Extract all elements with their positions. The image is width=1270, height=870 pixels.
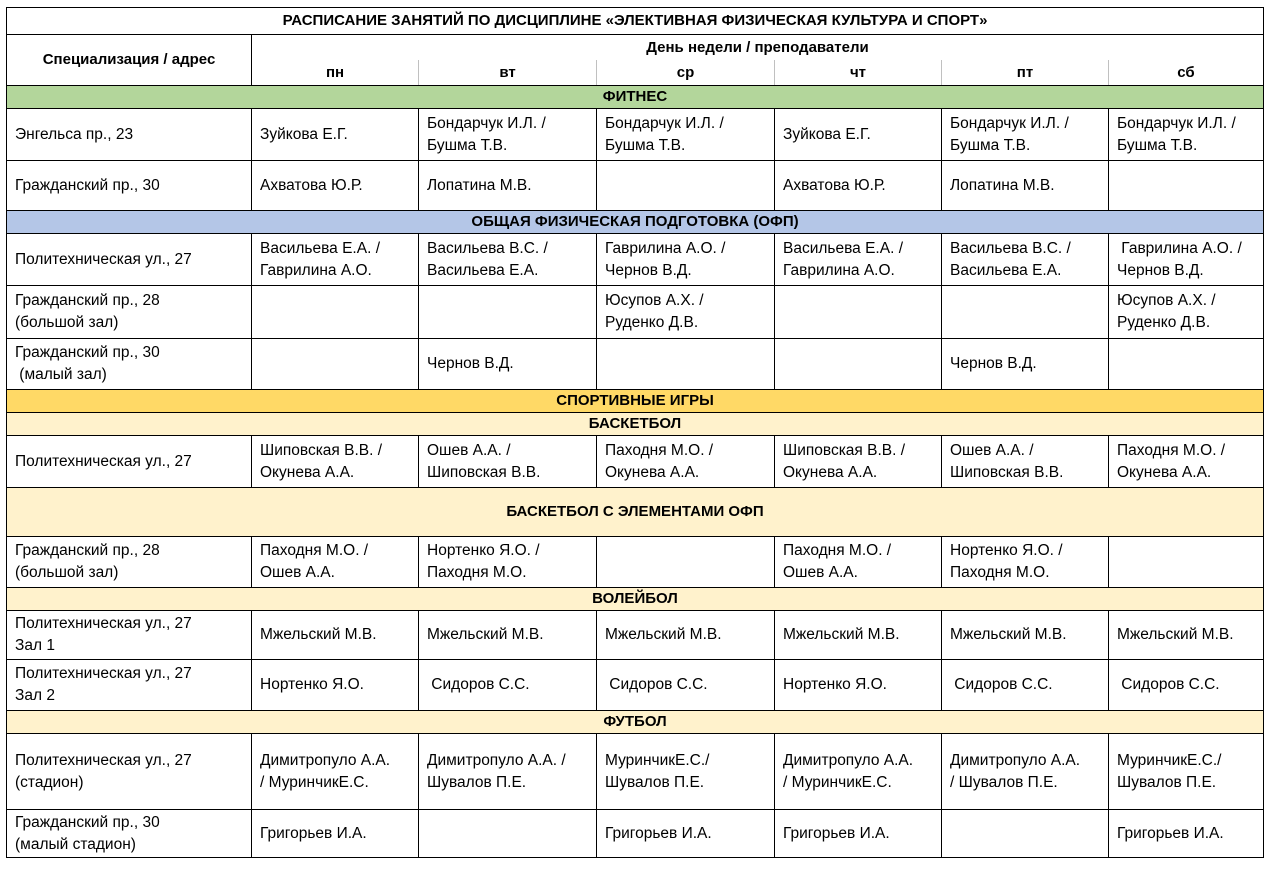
teacher-cell-thu — [775, 286, 942, 339]
teacher-cell-tue — [419, 734, 597, 810]
teacher-line: / МуринчикЕ.С. — [260, 773, 369, 791]
teacher-cell-mon — [252, 611, 419, 660]
teacher-cell-wed — [597, 611, 775, 660]
teacher-line: Руденко Д.В. — [605, 314, 699, 331]
teacher-line: Ошев А.А. — [260, 564, 335, 581]
teacher-cell-mon — [252, 660, 419, 711]
teacher-cell-sat — [1109, 286, 1264, 339]
title-row — [7, 8, 1264, 35]
teacher-line: Зуйкова Е.Г. — [783, 125, 871, 143]
teacher-line: / МуринчикЕ.С. — [783, 773, 892, 791]
teacher-cell-mon — [252, 537, 419, 588]
teacher-line: Зуйкова Е.Г. — [260, 125, 348, 143]
teacher-cell-thu — [775, 234, 942, 286]
teacher-cell-mon — [252, 339, 419, 390]
address-cell — [7, 611, 252, 660]
teacher-line: Ошев А.А. / — [950, 441, 1034, 459]
teacher-cell-thu — [775, 161, 942, 211]
address-line: (большой зал) — [15, 314, 119, 331]
teacher-line: Лопатина М.В. — [950, 176, 1055, 194]
table-row — [7, 810, 1264, 858]
table-row — [7, 734, 1264, 810]
teacher-line: Шувалов П.Е. — [1117, 773, 1217, 791]
teacher-line: Шиповская В.В. / — [260, 441, 383, 459]
header-row-1 — [7, 35, 1264, 61]
teacher-line: Паходня М.О. / — [605, 441, 714, 459]
teacher-line: / Шувалов П.Е. — [950, 773, 1058, 791]
teacher-cell-fri — [942, 734, 1109, 810]
address-cell — [7, 734, 252, 810]
teacher-cell-tue — [419, 611, 597, 660]
teacher-line: Бушма Т.В. — [427, 136, 508, 154]
table-row — [7, 611, 1264, 660]
address-line: Политехническая ул., 27 — [15, 250, 192, 268]
address-line: Гражданский пр., 28 — [15, 292, 160, 309]
teacher-line: Григорьев И.А. — [1117, 824, 1224, 842]
section-header: БАСКЕТБОЛ С ЭЛЕМЕНТАМИ ОФП — [7, 488, 1264, 537]
teacher-cell-wed — [597, 734, 775, 810]
teacher-line: Чернов В.Д. — [950, 355, 1037, 372]
section-header: СПОРТИВНЫЕ ИГРЫ — [7, 390, 1264, 413]
address-line: Энгельса пр., 23 — [15, 125, 134, 143]
address-line: Политехническая ул., 27 — [15, 452, 192, 470]
section-row — [7, 588, 1264, 611]
teacher-line: Мжельский М.В. — [605, 626, 722, 643]
teacher-cell-fri — [942, 537, 1109, 588]
header-day-sat: сб — [1109, 60, 1264, 86]
teacher-line: Васильева В.С. / — [427, 239, 548, 257]
teacher-line: Сидоров С.С. — [950, 676, 1053, 693]
teacher-cell-thu — [775, 339, 942, 390]
teacher-line: Васильева Е.А. / — [783, 239, 903, 257]
teacher-cell-fri — [942, 810, 1109, 858]
address-cell — [7, 339, 252, 390]
teacher-cell-thu — [775, 660, 942, 711]
teacher-line: Шувалов П.Е. — [605, 773, 705, 791]
teacher-line: Мжельский М.В. — [783, 626, 900, 643]
header-spec: Специализация / адрес — [7, 35, 252, 86]
teacher-cell-mon — [252, 436, 419, 488]
teacher-cell-thu — [775, 611, 942, 660]
teacher-line: Руденко Д.В. — [1117, 314, 1211, 331]
teacher-cell-tue — [419, 436, 597, 488]
teacher-line: Мжельский М.В. — [950, 626, 1067, 643]
section-row — [7, 413, 1264, 436]
teacher-line: Димитропуло А.А. / — [427, 751, 566, 769]
teacher-line: Васильева Е.А. — [950, 261, 1062, 279]
teacher-line: Чернов В.Д. — [1117, 261, 1204, 279]
header-day-thu: чт — [775, 60, 942, 86]
teacher-line: Бушма Т.В. — [1117, 136, 1198, 154]
address-cell — [7, 810, 252, 858]
teacher-line: Бондарчук И.Л. / — [605, 114, 724, 132]
address-cell — [7, 537, 252, 588]
teacher-cell-tue — [419, 161, 597, 211]
teacher-line: Бондарчук И.Л. / — [427, 114, 546, 132]
teacher-cell-fri — [942, 286, 1109, 339]
teacher-line: Гаврилина А.О. — [260, 261, 372, 279]
teacher-line: Ахватова Ю.Р. — [260, 176, 363, 194]
teacher-line: Бушма Т.В. — [950, 136, 1031, 154]
teacher-line: Ошев А.А. / — [427, 441, 511, 459]
teacher-line: Шиповская В.В. / — [783, 441, 906, 459]
teacher-line: Паходня М.О. — [427, 564, 527, 581]
teacher-cell-mon — [252, 109, 419, 161]
section-header: ФУТБОЛ — [7, 711, 1264, 734]
teacher-cell-wed — [597, 109, 775, 161]
address-line: Гражданский пр., 30 — [15, 344, 160, 361]
teacher-line: Григорьев И.А. — [260, 824, 367, 842]
teacher-cell-wed — [597, 339, 775, 390]
teacher-cell-thu — [775, 734, 942, 810]
section-row — [7, 488, 1264, 537]
teacher-line: Гаврилина А.О. — [783, 261, 895, 279]
teacher-cell-fri — [942, 660, 1109, 711]
teacher-cell-sat — [1109, 734, 1264, 810]
teacher-line: Васильева В.С. / — [950, 239, 1071, 257]
teacher-cell-mon — [252, 734, 419, 810]
teacher-line: Окунева А.А. — [783, 463, 878, 481]
header-days-title: День недели / преподаватели — [252, 35, 1264, 61]
teacher-line: Васильева Е.А. / — [260, 239, 380, 257]
teacher-line: Гаврилина А.О. / — [1117, 239, 1242, 257]
teacher-line: Димитропуло А.А. — [783, 751, 914, 769]
teacher-line: Нортенко Я.О. — [783, 676, 887, 693]
teacher-cell-mon — [252, 234, 419, 286]
teacher-line: Мжельский М.В. — [260, 626, 377, 643]
table-row — [7, 537, 1264, 588]
teacher-cell-wed — [597, 161, 775, 211]
teacher-cell-mon — [252, 161, 419, 211]
teacher-cell-wed — [597, 436, 775, 488]
teacher-line: Димитропуло А.А. — [260, 751, 391, 769]
teacher-cell-sat — [1109, 234, 1264, 286]
teacher-cell-tue — [419, 810, 597, 858]
teacher-line: Нортенко Я.О. / — [427, 542, 540, 559]
teacher-cell-fri — [942, 436, 1109, 488]
teacher-cell-sat — [1109, 436, 1264, 488]
section-row — [7, 211, 1264, 234]
teacher-cell-fri — [942, 339, 1109, 390]
address-line: (стадион) — [15, 773, 84, 791]
teacher-cell-mon — [252, 810, 419, 858]
address-line: Гражданский пр., 30 — [15, 176, 160, 194]
address-line: (малый стадион) — [15, 835, 136, 853]
teacher-line: Сидоров С.С. — [427, 676, 530, 693]
teacher-cell-fri — [942, 611, 1109, 660]
teacher-line: Юсупов А.Х. / — [605, 292, 704, 309]
section-header: БАСКЕТБОЛ — [7, 413, 1264, 436]
teacher-cell-sat — [1109, 611, 1264, 660]
teacher-cell-tue — [419, 286, 597, 339]
teacher-cell-sat — [1109, 161, 1264, 211]
address-cell — [7, 234, 252, 286]
teacher-cell-thu — [775, 436, 942, 488]
teacher-cell-wed — [597, 234, 775, 286]
teacher-cell-thu — [775, 109, 942, 161]
teacher-line: МуринчикЕ.С./ — [605, 751, 710, 769]
teacher-cell-sat — [1109, 109, 1264, 161]
teacher-line: Сидоров С.С. — [605, 676, 708, 693]
teacher-line: Бушма Т.В. — [605, 136, 686, 154]
address-line: Политехническая ул., 27 — [15, 665, 192, 682]
teacher-line: Шувалов П.Е. — [427, 773, 527, 791]
teacher-line: Чернов В.Д. — [605, 261, 692, 279]
address-cell — [7, 109, 252, 161]
teacher-cell-fri — [942, 161, 1109, 211]
section-header: ФИТНЕС — [7, 86, 1264, 109]
schedule-wrapper — [6, 7, 1264, 858]
teacher-cell-tue — [419, 537, 597, 588]
teacher-cell-fri — [942, 109, 1109, 161]
teacher-line: Паходня М.О. — [950, 564, 1050, 581]
teacher-cell-tue — [419, 109, 597, 161]
teacher-cell-fri — [942, 234, 1109, 286]
teacher-line: Окунева А.А. — [260, 463, 355, 481]
section-row — [7, 711, 1264, 734]
teacher-line: Паходня М.О. / — [260, 542, 369, 559]
teacher-line: Юсупов А.Х. / — [1117, 292, 1216, 309]
address-line: Гражданский пр., 30 — [15, 813, 160, 831]
address-cell — [7, 436, 252, 488]
address-line: Политехническая ул., 27 — [15, 615, 192, 632]
teacher-line: Мжельский М.В. — [1117, 626, 1234, 643]
table-row — [7, 109, 1264, 161]
teacher-line: Ошев А.А. — [783, 564, 858, 581]
teacher-line: Нортенко Я.О. — [260, 676, 364, 693]
teacher-cell-sat — [1109, 660, 1264, 711]
teacher-line: Шиповская В.В. — [950, 463, 1064, 481]
teacher-line: Сидоров С.С. — [1117, 676, 1220, 693]
section-header: ОБЩАЯ ФИЗИЧЕСКАЯ ПОДГОТОВКА (ОФП) — [7, 211, 1264, 234]
address-line: (большой зал) — [15, 564, 119, 581]
teacher-cell-wed — [597, 810, 775, 858]
teacher-line: Чернов В.Д. — [427, 355, 514, 372]
teacher-line: Бондарчук И.Л. / — [1117, 114, 1236, 132]
schedule-table — [6, 7, 1264, 858]
teacher-cell-sat — [1109, 339, 1264, 390]
teacher-line: Нортенко Я.О. / — [950, 542, 1063, 559]
teacher-line: Григорьев И.А. — [605, 824, 712, 842]
teacher-cell-wed — [597, 286, 775, 339]
schedule-body — [7, 8, 1264, 858]
table-row — [7, 339, 1264, 390]
teacher-line: Васильева Е.А. — [427, 261, 539, 279]
teacher-cell-sat — [1109, 537, 1264, 588]
section-row — [7, 86, 1264, 109]
address-line: (малый зал) — [15, 366, 107, 383]
teacher-line: Григорьев И.А. — [783, 824, 890, 842]
table-row — [7, 161, 1264, 211]
table-row — [7, 436, 1264, 488]
table-row — [7, 286, 1264, 339]
teacher-line: Паходня М.О. / — [783, 542, 892, 559]
teacher-cell-tue — [419, 660, 597, 711]
teacher-line: Паходня М.О. / — [1117, 441, 1226, 459]
teacher-cell-mon — [252, 286, 419, 339]
header-day-fri: пт — [942, 60, 1109, 86]
teacher-line: Бондарчук И.Л. / — [950, 114, 1069, 132]
header-day-tue: вт — [419, 60, 597, 86]
teacher-line: Лопатина М.В. — [427, 176, 532, 194]
table-row — [7, 660, 1264, 711]
teacher-line: Ахватова Ю.Р. — [783, 176, 886, 194]
header-day-wed: ср — [597, 60, 775, 86]
teacher-cell-wed — [597, 537, 775, 588]
address-line: Зал 1 — [15, 637, 55, 654]
teacher-line: Окунева А.А. — [1117, 463, 1212, 481]
teacher-line: МуринчикЕ.С./ — [1117, 751, 1222, 769]
teacher-line: Окунева А.А. — [605, 463, 700, 481]
teacher-cell-sat — [1109, 810, 1264, 858]
header-day-mon: пн — [252, 60, 419, 86]
teacher-cell-wed — [597, 660, 775, 711]
address-cell — [7, 660, 252, 711]
section-header: ВОЛЕЙБОЛ — [7, 588, 1264, 611]
table-row — [7, 234, 1264, 286]
table-title: РАСПИСАНИЕ ЗАНЯТИЙ ПО ДИСЦИПЛИНЕ «ЭЛЕКТИВНАЯ ФИЗИЧЕСКАЯ КУЛЬТУРА И СПОРТ» — [7, 8, 1264, 35]
teacher-cell-tue — [419, 339, 597, 390]
teacher-cell-thu — [775, 810, 942, 858]
address-cell — [7, 286, 252, 339]
teacher-line: Димитропуло А.А. — [950, 751, 1081, 769]
teacher-cell-tue — [419, 234, 597, 286]
teacher-line: Гаврилина А.О. / — [605, 239, 726, 257]
address-cell — [7, 161, 252, 211]
address-line: Зал 2 — [15, 687, 55, 704]
section-row — [7, 390, 1264, 413]
address-line: Политехническая ул., 27 — [15, 751, 192, 769]
teacher-line: Мжельский М.В. — [427, 626, 544, 643]
teacher-cell-thu — [775, 537, 942, 588]
address-line: Гражданский пр., 28 — [15, 542, 160, 559]
teacher-line: Шиповская В.В. — [427, 463, 541, 481]
